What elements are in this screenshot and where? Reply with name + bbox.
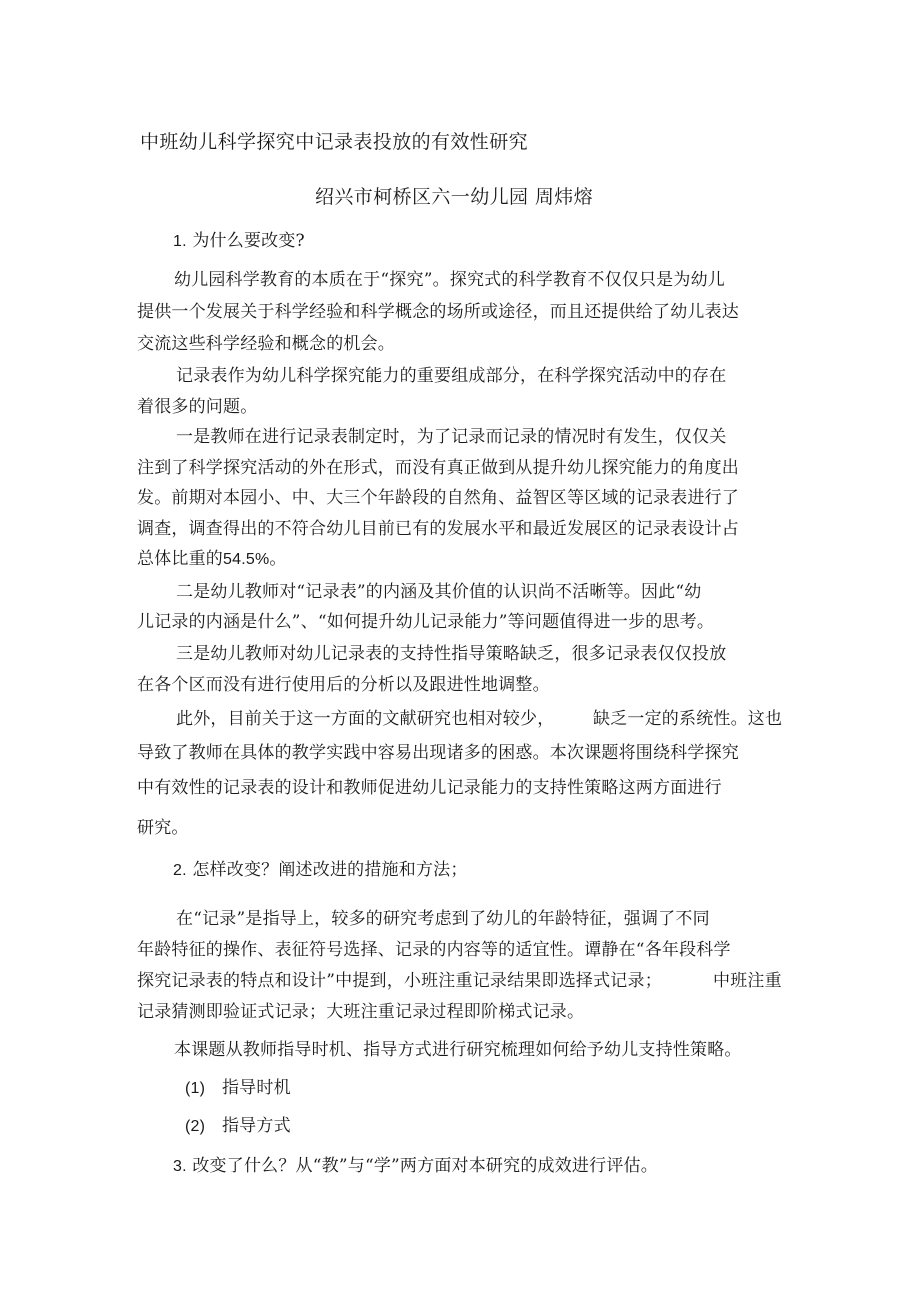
paragraph-5-line-2: 在各个区而没有进行使用后的分析以及跟进性地调整。	[137, 675, 550, 695]
paragraph-3-line-2: 注到了科学探究活动的外在形式，而没有真正做到从提升幼儿探究能力的角度出	[137, 458, 739, 478]
paragraph-8-line-1: 本课题从教师指导时机、指导方式进行研究梳理如何给予幼儿支持性策略。	[174, 1040, 742, 1060]
paragraph-7-line-1: 在“记录”是指导上，较多的研究考虑到了幼儿的年龄特征，强调了不同	[176, 909, 710, 929]
paragraph-3-line-3: 发。前期对本园小、中、大三个年龄段的自然角、益智区等区域的记录表进行了	[137, 488, 739, 508]
paragraph-4-line-2: 儿记录的内涵是什么”、“如何提升幼儿记录能力”等问题值得进一步的思考。	[137, 612, 715, 632]
paragraph-7-line-3a: 探究记录表的特点和设计”中提到，小班注重记录结果即选择式记录；	[137, 971, 662, 991]
paragraph-2-line-1: 记录表作为幼儿科学探究能力的重要组成部分，在科学探究活动中的存在	[176, 366, 727, 386]
section-2-number: 2.	[173, 862, 187, 879]
paragraph-3-line-5	[137, 547, 287, 572]
paragraph-7-line-2: 年龄特征的操作、表征符号选择、记录的内容等的适宜性。谭静在“各年段科学	[137, 940, 731, 960]
list-item	[185, 1114, 291, 1139]
list-item-label: 指导方式	[221, 1116, 291, 1136]
paragraph-1-line-1: 幼儿园科学教育的本质在于“探究”。探究式的科学教育不仅仅只是为幼儿	[174, 270, 725, 290]
author-byline: 绍兴市柯桥区六一幼儿园 周炜熔	[315, 186, 594, 208]
paragraph-6-line-3: 中有效性的记录表的设计和教师促进幼儿记录能力的支持性策略这两方面进行	[137, 778, 722, 798]
paragraph-2-line-2: 着很多的问题。	[137, 397, 258, 417]
section-1-number: 1.	[173, 233, 187, 250]
section-3-number: 3.	[173, 1158, 187, 1175]
paragraph-3-line-4: 调查，调查得出的不符合幼儿目前已有的发展水平和最近发展区的记录表设计占	[137, 519, 739, 539]
paragraph-3-line-1: 一是教师在进行记录表制定时，为了记录而记录的情况时有发生，仅仅关	[176, 427, 727, 447]
section-1-title: 为什么要改变?	[192, 231, 305, 251]
list-item-number: (2)	[185, 1118, 206, 1135]
paragraph-1-line-3: 交流这些科学经验和概念的机会。	[137, 334, 395, 354]
section-1-heading	[173, 229, 305, 254]
paragraph-5-line-1: 三是幼儿教师对幼儿记录表的支持性指导策略缺乏，很多记录表仅仅投放	[176, 644, 727, 664]
paragraph-6-line-4: 研究。	[137, 818, 189, 838]
paragraph-7-line-3b: 中班注重	[713, 971, 782, 991]
list-item-number: (1)	[185, 1080, 206, 1097]
paragraph-3-line-5-end: 。	[269, 549, 287, 569]
section-3-heading	[173, 1154, 658, 1179]
paragraph-6-line-2: 导致了教师在具体的教学实践中容易出现诸多的困惑。本次课题将围绕科学探究	[137, 743, 739, 763]
section-3-title: 改变了什么？从“教”与“学”两方面对本研究的成效进行评估。	[192, 1156, 658, 1176]
section-2-heading	[173, 858, 468, 883]
section-2-title: 怎样改变？阐述改进的措施和方法；	[192, 860, 468, 880]
document-title: 中班幼儿科学探究中记录表投放的有效性研究	[140, 131, 529, 153]
paragraph-1-line-2: 提供一个发展关于科学经验和科学概念的场所或途径，而且还提供给了幼儿表达	[137, 302, 739, 322]
list-item	[185, 1076, 291, 1101]
percentage-value: 54.5%	[223, 551, 270, 568]
paragraph-6-line-1a: 此外，目前关于这一方面的文献研究也相对较少，	[176, 709, 555, 729]
paragraph-6-line-1b: 缺乏一定的系统性。这也	[593, 709, 783, 729]
list-item-label: 指导时机	[221, 1078, 291, 1098]
paragraph-3-line-5-text: 总体比重的	[137, 549, 223, 569]
paragraph-7-line-4: 记录猜测即验证式记录；大班注重记录过程即阶梯式记录。	[137, 1002, 585, 1022]
paragraph-4-line-1: 二是幼儿教师对“记录表”的内涵及其价值的认识尚不活晰等。因此“幼	[176, 582, 702, 602]
